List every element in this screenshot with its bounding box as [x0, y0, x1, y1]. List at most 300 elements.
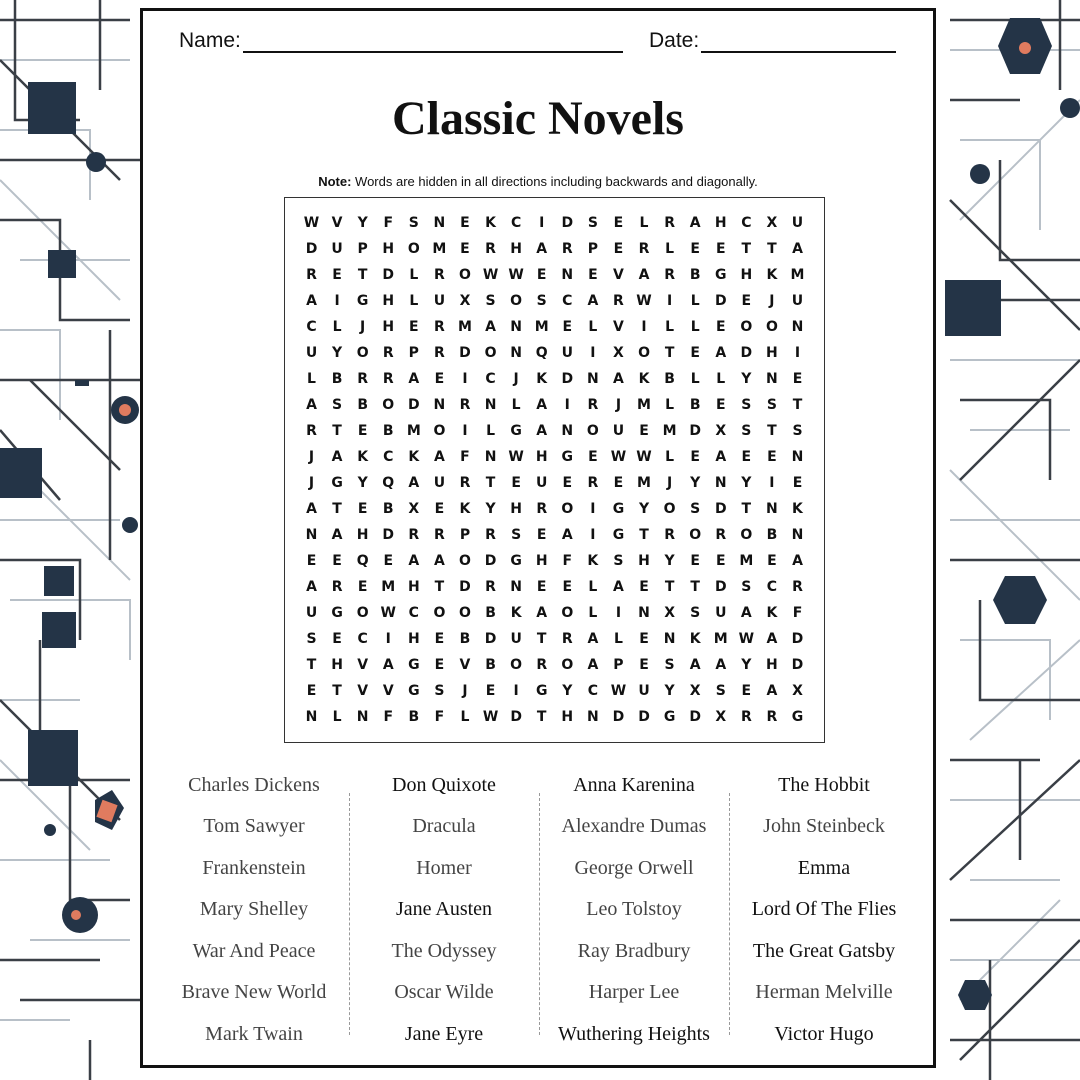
grid-letter[interactable]: A	[408, 553, 420, 569]
grid-letter[interactable]: L	[588, 579, 598, 595]
grid-letter[interactable]: B	[331, 371, 343, 387]
grid-letter[interactable]: K	[408, 449, 420, 465]
grid-letter[interactable]: I	[590, 345, 596, 361]
grid-letter[interactable]: E	[639, 423, 649, 439]
grid-letter[interactable]: G	[561, 449, 574, 465]
grid-letter[interactable]: N	[433, 215, 446, 231]
grid-letter[interactable]: A	[715, 345, 727, 361]
grid-letter[interactable]: I	[564, 397, 570, 413]
grid-letter[interactable]: A	[689, 215, 701, 231]
grid-letter[interactable]: K	[638, 371, 650, 387]
grid-letter[interactable]: E	[767, 553, 777, 569]
grid-letter[interactable]: Y	[741, 371, 752, 387]
grid-letter[interactable]: D	[714, 293, 727, 309]
grid-letter[interactable]: N	[305, 709, 318, 725]
date-underline[interactable]	[701, 29, 896, 53]
grid-letter[interactable]: F	[434, 709, 445, 725]
grid-letter[interactable]: T	[332, 683, 342, 699]
grid-letter[interactable]: T	[536, 709, 547, 725]
grid-letter[interactable]: X	[664, 605, 675, 621]
grid-letter[interactable]: O	[561, 501, 574, 517]
grid-letter[interactable]: E	[690, 449, 700, 465]
grid-letter[interactable]: P	[587, 241, 598, 257]
grid-letter[interactable]: B	[485, 605, 496, 621]
grid-letter[interactable]: G	[612, 501, 625, 517]
grid-letter[interactable]: E	[460, 215, 470, 231]
grid-letter[interactable]: H	[382, 319, 395, 335]
grid-letter[interactable]: T	[767, 423, 777, 439]
grid-letter[interactable]: E	[741, 293, 752, 309]
grid-letter[interactable]: G	[356, 293, 369, 309]
grid-letter[interactable]: R	[331, 579, 343, 595]
grid-letter[interactable]: V	[357, 683, 369, 699]
grid-letter[interactable]: O	[663, 501, 676, 517]
grid-letter[interactable]: X	[715, 423, 727, 439]
grid-letter[interactable]: H	[766, 345, 778, 361]
grid-letter[interactable]: K	[536, 371, 548, 387]
grid-letter[interactable]: T	[536, 631, 547, 647]
grid-letter[interactable]: O	[689, 527, 702, 543]
grid-letter[interactable]: L	[588, 319, 598, 335]
grid-letter[interactable]: E	[639, 631, 649, 647]
grid-letter[interactable]: C	[383, 449, 394, 465]
grid-letter[interactable]: A	[715, 657, 727, 673]
grid-letter[interactable]: W	[610, 449, 627, 465]
grid-letter[interactable]: X	[792, 683, 803, 699]
grid-letter[interactable]: K	[357, 449, 369, 465]
grid-letter[interactable]: T	[639, 527, 649, 543]
grid-letter[interactable]: N	[587, 709, 599, 725]
grid-letter[interactable]: F	[383, 709, 394, 725]
grid-letter[interactable]: N	[638, 605, 650, 621]
grid-letter[interactable]: T	[485, 475, 496, 491]
grid-letter[interactable]: E	[613, 241, 624, 257]
grid-letter[interactable]: I	[641, 319, 647, 335]
grid-letter[interactable]: O	[740, 527, 753, 543]
grid-letter[interactable]: R	[740, 709, 752, 725]
grid-letter[interactable]: L	[460, 709, 470, 725]
grid-letter[interactable]: A	[536, 423, 548, 439]
grid-letter[interactable]: S	[690, 605, 701, 621]
grid-letter[interactable]: T	[664, 345, 675, 361]
grid-letter[interactable]: H	[766, 657, 778, 673]
grid-letter[interactable]: O	[459, 605, 471, 621]
grid-letter[interactable]: X	[613, 345, 624, 361]
grid-letter[interactable]: L	[716, 371, 726, 387]
grid-letter[interactable]: S	[511, 527, 522, 543]
grid-letter[interactable]: R	[664, 215, 675, 231]
grid-letter[interactable]: R	[459, 475, 471, 491]
grid-letter[interactable]: O	[433, 605, 446, 621]
grid-letter[interactable]: B	[485, 657, 496, 673]
grid-letter[interactable]: E	[332, 553, 342, 569]
grid-letter[interactable]: E	[639, 579, 649, 595]
grid-letter[interactable]: E	[613, 475, 624, 491]
grid-letter[interactable]: Q	[535, 345, 548, 361]
grid-letter[interactable]: A	[306, 397, 317, 413]
grid-letter[interactable]: A	[306, 293, 317, 309]
grid-letter[interactable]: B	[357, 397, 368, 413]
grid-letter[interactable]: D	[459, 345, 471, 361]
grid-letter[interactable]: M	[790, 267, 805, 283]
grid-letter[interactable]: X	[408, 501, 420, 517]
grid-letter[interactable]: R	[434, 267, 445, 283]
grid-letter[interactable]: R	[459, 397, 471, 413]
grid-letter[interactable]: Y	[741, 657, 752, 673]
grid-letter[interactable]: E	[306, 553, 317, 569]
grid-letter[interactable]: P	[357, 241, 368, 257]
grid-letter[interactable]: T	[741, 501, 752, 517]
grid-letter[interactable]: U	[305, 605, 318, 621]
grid-letter[interactable]: B	[382, 501, 394, 517]
grid-letter[interactable]: O	[638, 345, 650, 361]
grid-letter[interactable]: N	[766, 371, 778, 387]
grid-letter[interactable]: N	[305, 527, 318, 543]
grid-letter[interactable]: V	[382, 683, 394, 699]
grid-letter[interactable]: S	[408, 215, 419, 231]
grid-letter[interactable]: S	[306, 631, 317, 647]
grid-letter[interactable]: E	[741, 683, 752, 699]
grid-letter[interactable]: D	[484, 553, 497, 569]
grid-letter[interactable]: A	[740, 605, 752, 621]
grid-letter[interactable]: A	[792, 553, 803, 569]
grid-letter[interactable]: L	[613, 631, 623, 647]
grid-letter[interactable]: V	[459, 657, 471, 673]
grid-letter[interactable]: A	[331, 449, 343, 465]
grid-letter[interactable]: T	[357, 267, 368, 283]
grid-letter[interactable]: T	[767, 241, 777, 257]
grid-letter[interactable]: Y	[664, 683, 675, 699]
grid-letter[interactable]: W	[380, 605, 396, 621]
grid-letter[interactable]: D	[561, 215, 574, 231]
grid-letter[interactable]: L	[690, 371, 700, 387]
grid-letter[interactable]: U	[561, 345, 573, 361]
grid-letter[interactable]: W	[636, 449, 652, 465]
grid-letter[interactable]: X	[689, 683, 701, 699]
grid-letter[interactable]: T	[690, 579, 700, 595]
grid-letter[interactable]: N	[791, 319, 804, 335]
grid-letter[interactable]: G	[510, 423, 522, 439]
grid-letter[interactable]: N	[510, 345, 522, 361]
grid-letter[interactable]: E	[715, 397, 726, 413]
grid-letter[interactable]: E	[357, 501, 368, 517]
grid-letter[interactable]: S	[536, 293, 547, 309]
grid-letter[interactable]: T	[741, 241, 752, 257]
grid-letter[interactable]: U	[715, 605, 727, 621]
grid-letter[interactable]: E	[485, 683, 496, 699]
grid-letter[interactable]: E	[434, 371, 445, 387]
grid-letter[interactable]: W	[482, 709, 499, 725]
grid-letter[interactable]: B	[689, 267, 701, 283]
grid-letter[interactable]: S	[715, 683, 726, 699]
grid-letter[interactable]: L	[665, 449, 675, 465]
grid-letter[interactable]: A	[689, 657, 701, 673]
grid-letter[interactable]: V	[357, 657, 369, 673]
grid-letter[interactable]: N	[561, 423, 574, 439]
grid-letter[interactable]: D	[484, 631, 497, 647]
grid-letter[interactable]: E	[792, 371, 803, 387]
grid-letter[interactable]: E	[460, 241, 470, 257]
grid-letter[interactable]: U	[331, 241, 343, 257]
grid-letter[interactable]: R	[536, 501, 548, 517]
grid-letter[interactable]: E	[562, 475, 573, 491]
grid-letter[interactable]: I	[666, 293, 673, 309]
grid-letter[interactable]: E	[383, 553, 394, 569]
grid-letter[interactable]: I	[462, 423, 468, 439]
grid-letter[interactable]: E	[306, 683, 317, 699]
grid-letter[interactable]: M	[432, 241, 447, 257]
name-field[interactable]	[179, 29, 623, 53]
grid-letter[interactable]: E	[357, 579, 368, 595]
grid-letter[interactable]: J	[666, 475, 673, 491]
grid-letter[interactable]: I	[462, 371, 468, 387]
grid-letter[interactable]: Q	[356, 553, 369, 569]
grid-letter[interactable]: L	[665, 241, 675, 257]
grid-letter[interactable]: U	[510, 631, 522, 647]
grid-letter[interactable]: W	[610, 683, 627, 699]
grid-letter[interactable]: F	[460, 449, 470, 465]
grid-letter[interactable]: O	[484, 345, 497, 361]
grid-letter[interactable]: O	[561, 605, 574, 621]
grid-letter[interactable]: M	[534, 319, 549, 335]
grid-letter[interactable]: R	[587, 475, 599, 491]
grid-letter[interactable]: R	[434, 345, 445, 361]
grid-letter[interactable]: D	[714, 501, 727, 517]
grid-letter[interactable]: A	[766, 683, 778, 699]
grid-letter[interactable]: H	[510, 241, 522, 257]
grid-letter[interactable]: P	[613, 657, 624, 673]
grid-letter[interactable]: G	[510, 553, 522, 569]
grid-letter[interactable]: L	[588, 605, 598, 621]
grid-letter[interactable]: A	[536, 241, 548, 257]
grid-letter[interactable]: S	[766, 397, 777, 413]
grid-letter[interactable]: M	[637, 475, 651, 491]
grid-letter[interactable]: D	[459, 579, 471, 595]
grid-letter[interactable]: N	[356, 709, 369, 725]
grid-letter[interactable]: R	[664, 527, 675, 543]
grid-letter[interactable]: T	[664, 579, 675, 595]
grid-letter[interactable]: E	[332, 631, 342, 647]
grid-letter[interactable]: N	[791, 527, 804, 543]
grid-letter[interactable]: A	[587, 293, 599, 309]
grid-letter[interactable]: D	[791, 657, 804, 673]
grid-letter[interactable]: H	[356, 527, 369, 543]
grid-letter[interactable]: O	[459, 267, 471, 283]
grid-letter[interactable]: L	[486, 423, 495, 439]
grid-letter[interactable]: N	[433, 397, 446, 413]
grid-letter[interactable]: A	[587, 631, 599, 647]
grid-letter[interactable]: A	[561, 527, 573, 543]
grid-letter[interactable]: N	[510, 579, 522, 595]
grid-letter[interactable]: R	[306, 267, 317, 283]
grid-letter[interactable]: J	[308, 449, 315, 465]
grid-letter[interactable]: E	[715, 553, 726, 569]
grid-letter[interactable]: D	[408, 397, 420, 413]
grid-letter[interactable]: L	[409, 267, 419, 283]
grid-letter[interactable]: E	[741, 449, 752, 465]
grid-letter[interactable]: D	[612, 709, 625, 725]
grid-letter[interactable]: X	[459, 293, 471, 309]
grid-letter[interactable]: G	[408, 657, 420, 673]
grid-letter[interactable]: U	[791, 215, 804, 231]
grid-letter[interactable]: U	[305, 345, 318, 361]
grid-letter[interactable]: R	[561, 241, 573, 257]
grid-letter[interactable]: O	[356, 605, 369, 621]
grid-letter[interactable]: M	[637, 397, 651, 413]
grid-letter[interactable]: I	[615, 605, 622, 621]
grid-letter[interactable]: A	[792, 241, 803, 257]
grid-letter[interactable]: Y	[357, 215, 368, 231]
grid-letter[interactable]: E	[332, 267, 342, 283]
grid-letter[interactable]: A	[408, 475, 420, 491]
grid-letter[interactable]: M	[406, 423, 421, 439]
grid-letter[interactable]: J	[615, 397, 622, 413]
grid-letter[interactable]: H	[407, 579, 420, 595]
grid-letter[interactable]: O	[510, 657, 523, 673]
grid-letter[interactable]: M	[662, 423, 677, 439]
grid-letter[interactable]: B	[408, 709, 420, 725]
grid-letter[interactable]: L	[665, 319, 675, 335]
grid-letter[interactable]: W	[508, 267, 524, 283]
grid-letter[interactable]: N	[484, 449, 497, 465]
grid-letter[interactable]: N	[766, 501, 778, 517]
grid-letter[interactable]: E	[562, 579, 573, 595]
grid-letter[interactable]: D	[510, 709, 522, 725]
grid-letter[interactable]: U	[638, 683, 650, 699]
grid-letter[interactable]: A	[485, 319, 496, 335]
grid-letter[interactable]: O	[433, 423, 446, 439]
grid-letter[interactable]: U	[433, 475, 446, 491]
grid-letter[interactable]: R	[664, 267, 675, 283]
grid-letter[interactable]: D	[791, 631, 804, 647]
grid-letter[interactable]: R	[408, 527, 420, 543]
grid-letter[interactable]: H	[331, 657, 343, 673]
grid-letter[interactable]: M	[739, 553, 754, 569]
grid-letter[interactable]: H	[535, 449, 548, 465]
grid-letter[interactable]: I	[334, 293, 340, 309]
grid-letter[interactable]: I	[590, 527, 596, 543]
grid-letter[interactable]: I	[769, 475, 775, 491]
grid-letter[interactable]: N	[714, 475, 727, 491]
grid-letter[interactable]: E	[434, 631, 445, 647]
grid-letter[interactable]: E	[357, 423, 368, 439]
grid-letter[interactable]: Y	[690, 475, 701, 491]
grid-letter[interactable]: Y	[638, 501, 650, 517]
grid-letter[interactable]: K	[510, 605, 522, 621]
grid-letter[interactable]: W	[303, 215, 320, 231]
grid-letter[interactable]: A	[613, 371, 624, 387]
grid-letter[interactable]: D	[305, 241, 318, 257]
grid-letter[interactable]: L	[690, 319, 700, 335]
grid-letter[interactable]: E	[511, 475, 521, 491]
grid-letter[interactable]: R	[434, 527, 445, 543]
grid-letter[interactable]: L	[511, 397, 521, 413]
grid-letter[interactable]: A	[331, 527, 343, 543]
grid-letter[interactable]: W	[738, 631, 755, 647]
grid-letter[interactable]: S	[613, 553, 624, 569]
grid-letter[interactable]: G	[791, 709, 804, 725]
grid-letter[interactable]: Y	[741, 475, 752, 491]
grid-letter[interactable]: E	[588, 267, 598, 283]
grid-letter[interactable]: J	[462, 683, 468, 699]
grid-letter[interactable]: N	[510, 319, 522, 335]
grid-letter[interactable]: M	[713, 631, 728, 647]
grid-letter[interactable]: E	[767, 449, 777, 465]
grid-letter[interactable]: M	[381, 579, 396, 595]
grid-letter[interactable]: K	[766, 605, 778, 621]
grid-letter[interactable]: S	[332, 397, 343, 413]
grid-letter[interactable]: O	[765, 319, 778, 335]
grid-letter[interactable]: H	[535, 553, 548, 569]
grid-letter[interactable]: R	[485, 241, 496, 257]
grid-letter[interactable]: T	[792, 397, 803, 413]
grid-letter[interactable]: H	[407, 631, 420, 647]
grid-letter[interactable]: U	[612, 423, 625, 439]
grid-letter[interactable]: G	[715, 267, 727, 283]
grid-letter[interactable]: S	[741, 423, 752, 439]
grid-letter[interactable]: D	[561, 371, 574, 387]
grid-letter[interactable]: L	[332, 709, 342, 725]
grid-letter[interactable]: L	[409, 293, 419, 309]
grid-letter[interactable]: Q	[382, 475, 395, 491]
grid-letter[interactable]: T	[306, 657, 317, 673]
grid-letter[interactable]: B	[459, 631, 471, 647]
grid-letter[interactable]: C	[485, 371, 496, 387]
grid-letter[interactable]: C	[357, 631, 368, 647]
grid-letter[interactable]: K	[766, 267, 778, 283]
grid-letter[interactable]: G	[663, 709, 676, 725]
grid-letter[interactable]: P	[408, 345, 419, 361]
grid-letter[interactable]: D	[382, 267, 395, 283]
grid-letter[interactable]: U	[791, 293, 804, 309]
grid-letter[interactable]: L	[307, 371, 316, 387]
grid-letter[interactable]: H	[382, 293, 395, 309]
grid-letter[interactable]: Y	[664, 553, 675, 569]
grid-letter[interactable]: A	[638, 267, 650, 283]
grid-letter[interactable]: V	[613, 319, 624, 335]
grid-letter[interactable]: V	[331, 215, 343, 231]
grid-letter[interactable]: F	[383, 215, 394, 231]
grid-letter[interactable]: Y	[562, 683, 573, 699]
grid-letter[interactable]: N	[484, 397, 497, 413]
grid-letter[interactable]: P	[459, 527, 471, 543]
grid-letter[interactable]: G	[331, 475, 343, 491]
grid-letter[interactable]: H	[714, 215, 727, 231]
grid-letter[interactable]: A	[408, 371, 420, 387]
grid-letter[interactable]: I	[794, 345, 801, 361]
grid-letter[interactable]: E	[434, 501, 445, 517]
grid-letter[interactable]: L	[332, 319, 342, 335]
grid-letter[interactable]: R	[766, 709, 778, 725]
grid-letter[interactable]: L	[665, 397, 675, 413]
grid-letter[interactable]: O	[740, 319, 753, 335]
grid-letter[interactable]: E	[715, 241, 726, 257]
grid-letter[interactable]: H	[510, 501, 522, 517]
grid-letter[interactable]: S	[792, 423, 803, 439]
grid-letter[interactable]: E	[562, 319, 573, 335]
grid-letter[interactable]: C	[587, 683, 598, 699]
grid-letter[interactable]: O	[382, 397, 395, 413]
grid-letter[interactable]: W	[636, 293, 652, 309]
grid-letter[interactable]: C	[741, 215, 752, 231]
grid-letter[interactable]: S	[741, 397, 752, 413]
grid-letter[interactable]: E	[639, 657, 649, 673]
grid-letter[interactable]: E	[613, 215, 624, 231]
grid-letter[interactable]: D	[382, 527, 395, 543]
grid-letter[interactable]: S	[690, 501, 701, 517]
grid-letter[interactable]: C	[510, 215, 522, 231]
grid-letter[interactable]: R	[382, 371, 394, 387]
